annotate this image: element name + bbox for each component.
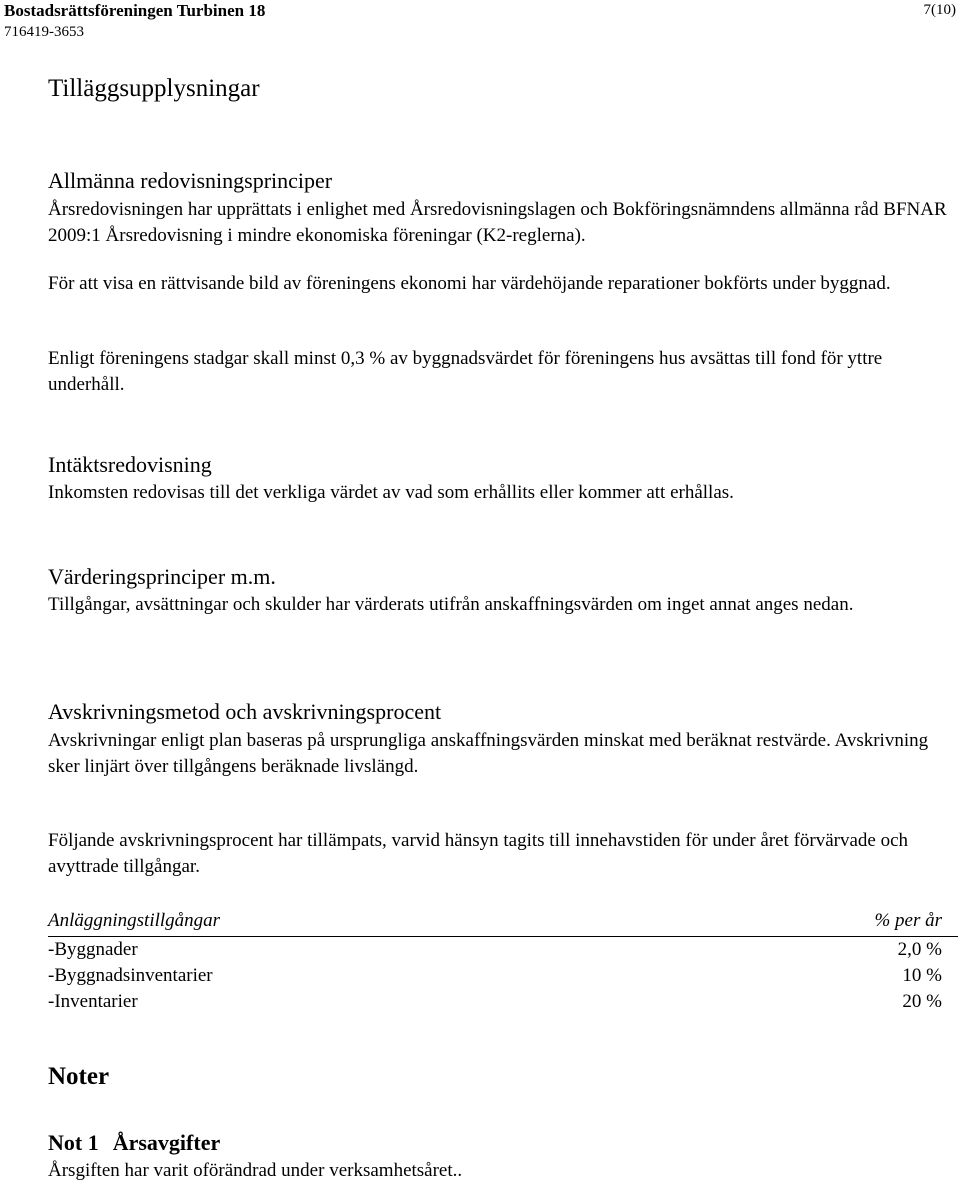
organization-number: 716419-3653 xyxy=(4,24,84,40)
principles-paragraph-1: Årsredovisningen har upprättats i enlighet med Årsredovisningslagen och Bokföringsnämndens allmänna råd BFNAR 2009:1 Årsredovisning i mindre ekonomiska föreningar (K2-reglerna). xyxy=(48,199,947,246)
row-asset: -Inventarier xyxy=(48,991,138,1012)
principles-paragraph-3: Enligt föreningens stadgar skall minst 0,3 % av byggnadsvärdet för föreningens hus avsättas till fond för yttre underhåll. xyxy=(48,348,883,395)
section-heading-principles: Allmänna redovisningsprinciper xyxy=(48,168,333,193)
page-title: Tilläggsupplysningar xyxy=(48,75,260,102)
table-row xyxy=(48,963,958,989)
note-1-heading xyxy=(48,1129,220,1157)
note-1-text: Årsgiften har varit oförändrad under verksamhetsåret.. xyxy=(48,1160,463,1181)
row-rate: 2,0 % xyxy=(897,939,942,960)
row-asset: -Byggnadsinventarier xyxy=(48,965,213,986)
table-row xyxy=(48,937,958,963)
column-header-asset: Anläggningstillgångar xyxy=(48,910,221,931)
table-row xyxy=(48,989,958,1015)
page-number: 7(10) xyxy=(923,2,956,18)
row-rate: 20 % xyxy=(902,991,942,1012)
depreciation-rate-table xyxy=(48,908,958,1015)
notes-heading: Noter xyxy=(48,1063,110,1090)
section-heading-valuation: Värderingsprinciper m.m. xyxy=(48,564,276,589)
principles-paragraph-2: För att visa en rättvisande bild av föreningens ekonomi har värdehöjande reparationer bokförts under byggnad. xyxy=(48,273,891,294)
row-rate: 10 % xyxy=(902,965,942,986)
depreciation-paragraph-1: Avskrivningar enligt plan baseras på ursprungliga anskaffningsvärden minskat med beräknat restvärde. Avskrivning sker linjärt över tillgångens beräknade livslängd. xyxy=(48,730,929,777)
section-heading-revenue: Intäktsredovisning xyxy=(48,452,212,477)
row-asset: -Byggnader xyxy=(48,939,138,960)
note-1-title: Årsavgifter xyxy=(112,1130,221,1155)
depreciation-paragraph-2: Följande avskrivningsprocent har tillämpats, varvid hänsyn tagits till innehavstiden för under året förvärvade och avyttrade tillgångar. xyxy=(48,830,909,877)
revenue-paragraph: Inkomsten redovisas till det verkliga värdet av vad som erhållits eller kommer att erhållas. xyxy=(48,482,734,503)
valuation-paragraph: Tillgångar, avsättningar och skulder har värderats utifrån anskaffningsvärden om inget annat anges nedan. xyxy=(48,594,854,615)
column-header-rate: % per år xyxy=(874,910,942,931)
table-header xyxy=(48,908,958,937)
note-1-number: Not 1 xyxy=(48,1130,99,1155)
section-heading-depreciation: Avskrivningsmetod och avskrivningsprocent xyxy=(48,699,442,724)
organization-name: Bostadsrättsföreningen Turbinen 18 xyxy=(4,1,266,20)
